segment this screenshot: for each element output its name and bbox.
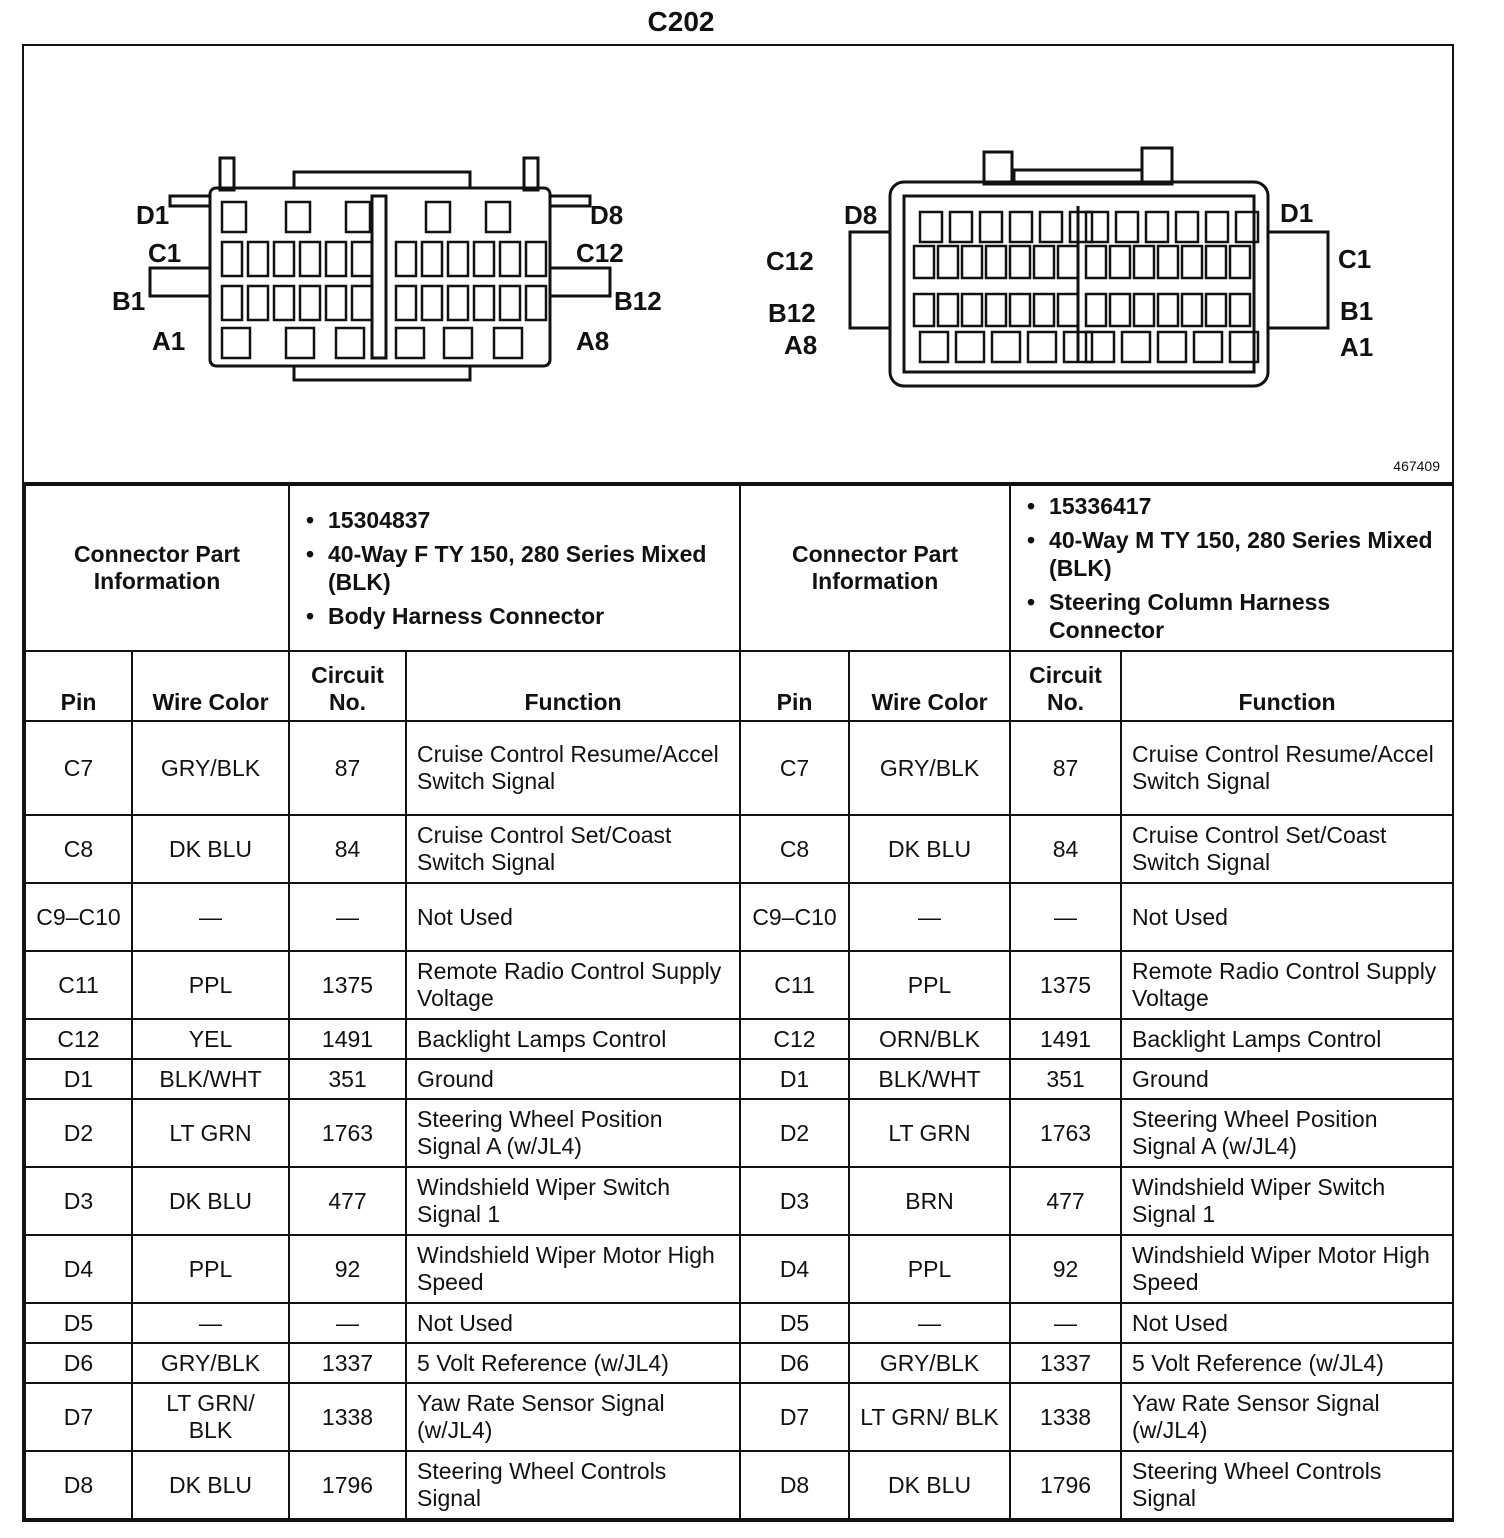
pin-cavity <box>500 286 520 320</box>
function-cell: Cruise Control Set/Coast Switch Signal <box>1121 815 1453 883</box>
wire-color-cell: — <box>849 1303 1010 1343</box>
pin-cavity <box>300 286 320 320</box>
pin-cavity <box>422 286 442 320</box>
pin-cell: C7 <box>25 721 132 815</box>
pin-cavity <box>1206 212 1228 242</box>
pin-cavity <box>422 242 442 276</box>
wire-color-cell: GRY/BLK <box>132 721 289 815</box>
circuit-no-cell: 92 <box>289 1235 406 1303</box>
table-row <box>25 1303 1453 1343</box>
pin-cavity <box>986 246 1006 278</box>
wire-color-cell: — <box>132 883 289 951</box>
function-cell: Remote Radio Control Supply Voltage <box>1121 951 1453 1019</box>
wire-color-cell: DK BLU <box>849 1451 1010 1519</box>
function-cell: Backlight Lamps Control <box>1121 1019 1453 1059</box>
wire-color-cell: GRY/BLK <box>849 721 1010 815</box>
table-row <box>25 1235 1453 1303</box>
pin-cell: C8 <box>740 815 849 883</box>
pin-cavity <box>474 286 494 320</box>
pin-cavity <box>1116 212 1138 242</box>
pin-cavity <box>1230 246 1250 278</box>
pin-cavity <box>1146 212 1168 242</box>
pin-cavity <box>352 242 372 276</box>
wire-color-cell: GRY/BLK <box>849 1343 1010 1383</box>
pin-label-a8-right: A8 <box>784 330 818 360</box>
function-cell: Windshield Wiper Switch Signal 1 <box>406 1167 740 1235</box>
wire-color-cell: ORN/BLK <box>849 1019 1010 1059</box>
function-cell: Yaw Rate Sensor Signal (w/JL4) <box>1121 1383 1453 1451</box>
pin-cavity <box>222 328 250 358</box>
pin-cavity <box>248 286 268 320</box>
pin-label-d8-right: D8 <box>844 200 878 230</box>
right-connector-face <box>850 148 1328 386</box>
function-cell: 5 Volt Reference (w/JL4) <box>1121 1343 1453 1383</box>
table-row <box>25 1099 1453 1167</box>
circuit-no-cell: 477 <box>289 1167 406 1235</box>
pin-cavity <box>1110 246 1130 278</box>
pin-cavity <box>444 328 472 358</box>
wire-color-cell: PPL <box>132 1235 289 1303</box>
pin-cell: D2 <box>740 1099 849 1167</box>
header-circuit-no: Circuit No. <box>289 651 406 721</box>
circuit-no-cell: 1491 <box>289 1019 406 1059</box>
pin-cavity <box>1040 212 1062 242</box>
pin-cavity <box>1182 246 1202 278</box>
pin-cavity <box>494 328 522 358</box>
pin-label-a1-right: A1 <box>1340 332 1374 362</box>
pin-cavity <box>326 242 346 276</box>
right-info-list <box>1010 485 1453 651</box>
pinout-rows <box>25 721 1453 1519</box>
function-cell: Backlight Lamps Control <box>406 1019 740 1059</box>
pin-cavity <box>1230 294 1250 326</box>
pin-label-b1-right: B1 <box>1340 296 1374 326</box>
function-cell: Not Used <box>1121 883 1453 951</box>
wire-color-cell: LT GRN <box>132 1099 289 1167</box>
circuit-no-cell: — <box>1010 883 1121 951</box>
pinout-table <box>24 484 1454 1520</box>
pin-cavity <box>1134 294 1154 326</box>
function-cell: Cruise Control Resume/Accel Switch Signal <box>1121 721 1453 815</box>
circuit-no-cell: — <box>1010 1303 1121 1343</box>
pin-cavity <box>300 242 320 276</box>
right-info-item: • 40-Way M TY 150, 280 Series Mixed (BLK) <box>1049 526 1442 582</box>
pin-cell: C8 <box>25 815 132 883</box>
pin-cavity <box>1158 246 1178 278</box>
pin-cavity <box>1070 212 1092 242</box>
pin-cavity <box>1134 246 1154 278</box>
wire-color-cell: DK BLU <box>132 815 289 883</box>
pin-cavity <box>448 242 468 276</box>
header-function: Function <box>1121 651 1453 721</box>
pin-cavity <box>1058 246 1078 278</box>
pin-cavity <box>396 328 424 358</box>
pin-cavity <box>274 286 294 320</box>
pin-cavity <box>526 286 546 320</box>
pin-cavity <box>222 202 246 232</box>
function-cell: Windshield Wiper Motor High Speed <box>406 1235 740 1303</box>
header-circuit-no: Circuit No. <box>1010 651 1121 721</box>
right-info-item: • 15336417 <box>1049 492 1442 520</box>
pin-cavity <box>1194 332 1222 362</box>
pin-cell: D1 <box>25 1059 132 1099</box>
pin-cavity <box>920 332 948 362</box>
pin-cavity <box>346 202 370 232</box>
pin-cell: D1 <box>740 1059 849 1099</box>
connector-illustration <box>24 46 1452 484</box>
header-wire-color: Wire Color <box>132 651 289 721</box>
pin-cavity <box>1058 294 1078 326</box>
wire-color-cell: BLK/WHT <box>132 1059 289 1099</box>
function-cell: Cruise Control Set/Coast Switch Signal <box>406 815 740 883</box>
pin-cell: C11 <box>25 951 132 1019</box>
circuit-no-cell: 351 <box>289 1059 406 1099</box>
circuit-no-cell: 1491 <box>1010 1019 1121 1059</box>
pin-cavity <box>938 294 958 326</box>
pin-cavity <box>1010 212 1032 242</box>
right-info-label: Connector Part Information <box>740 485 1010 651</box>
left-info-item: • Body Harness Connector <box>328 602 729 630</box>
pin-cavity <box>486 202 510 232</box>
pin-cell: D4 <box>740 1235 849 1303</box>
wire-color-cell: — <box>849 883 1010 951</box>
circuit-no-cell: 87 <box>1010 721 1121 815</box>
header-wire-color: Wire Color <box>849 651 1010 721</box>
header-pin: Pin <box>25 651 132 721</box>
pin-cavity <box>962 294 982 326</box>
function-cell: Steering Wheel Controls Signal <box>406 1451 740 1519</box>
pin-cell: D4 <box>25 1235 132 1303</box>
pin-cell: C11 <box>740 951 849 1019</box>
pin-cavity <box>992 332 1020 362</box>
pin-cavity <box>474 242 494 276</box>
wire-color-cell: LT GRN/ BLK <box>132 1383 289 1451</box>
wire-color-cell: BLK/WHT <box>849 1059 1010 1099</box>
function-cell: Windshield Wiper Switch Signal 1 <box>1121 1167 1453 1235</box>
pin-cavity <box>222 242 242 276</box>
table-row <box>25 1019 1453 1059</box>
pin-label-d1-right: D1 <box>1280 198 1314 228</box>
table-row <box>25 1167 1453 1235</box>
pin-cavity <box>286 202 310 232</box>
wire-color-cell: BRN <box>849 1167 1010 1235</box>
pin-cell: D8 <box>25 1451 132 1519</box>
pin-cavity <box>1122 332 1150 362</box>
pin-cavity <box>950 212 972 242</box>
pin-cavity <box>1086 332 1114 362</box>
function-cell: Steering Wheel Position Signal A (w/JL4) <box>406 1099 740 1167</box>
table-row <box>25 721 1453 815</box>
circuit-no-cell: 84 <box>1010 815 1121 883</box>
header-pin: Pin <box>740 651 849 721</box>
pin-cavity <box>274 242 294 276</box>
pin-cavity <box>1010 246 1030 278</box>
pin-cell: C9–C10 <box>25 883 132 951</box>
connector-info-row <box>25 485 1453 651</box>
pin-cell: D6 <box>740 1343 849 1383</box>
pin-cavity <box>1010 294 1030 326</box>
left-info-item: • 15304837 <box>328 506 729 534</box>
circuit-no-cell: 1375 <box>289 951 406 1019</box>
pin-cavity <box>1086 212 1108 242</box>
function-cell: Ground <box>406 1059 740 1099</box>
pin-cavity <box>426 202 450 232</box>
connector-drawings <box>24 46 1452 482</box>
circuit-no-cell: 1763 <box>1010 1099 1121 1167</box>
pin-cavity <box>1086 294 1106 326</box>
pin-cavity <box>286 328 314 358</box>
pin-cavity <box>1176 212 1198 242</box>
pin-label-d8: D8 <box>590 200 624 230</box>
pin-cell: D5 <box>740 1303 849 1343</box>
function-cell: 5 Volt Reference (w/JL4) <box>406 1343 740 1383</box>
circuit-no-cell: — <box>289 1303 406 1343</box>
pin-cavity <box>914 294 934 326</box>
pin-cavity <box>248 242 268 276</box>
pin-label-d1: D1 <box>136 200 170 230</box>
pin-cell: D6 <box>25 1343 132 1383</box>
pin-cell: C9–C10 <box>740 883 849 951</box>
circuit-no-cell: 1338 <box>289 1383 406 1451</box>
pin-cavity <box>962 246 982 278</box>
circuit-no-cell: 1796 <box>1010 1451 1121 1519</box>
pin-cavity <box>222 286 242 320</box>
pin-cavity <box>352 286 372 320</box>
pin-label-a1: A1 <box>152 326 186 356</box>
circuit-no-cell: 1337 <box>1010 1343 1121 1383</box>
pin-cell: C12 <box>740 1019 849 1059</box>
pin-cavity <box>1206 246 1226 278</box>
pin-cavity <box>396 242 416 276</box>
figure-number: 467409 <box>1393 458 1440 474</box>
table-row <box>25 1451 1453 1519</box>
pin-cavity <box>938 246 958 278</box>
left-info-list <box>289 485 740 651</box>
pin-label-c12-right: C12 <box>766 246 814 276</box>
table-row <box>25 1383 1453 1451</box>
table-row <box>25 1343 1453 1383</box>
pin-cavity <box>920 212 942 242</box>
pin-cavity <box>326 286 346 320</box>
pin-label-c12: C12 <box>576 238 624 268</box>
function-cell: Remote Radio Control Supply Voltage <box>406 951 740 1019</box>
wire-color-cell: — <box>132 1303 289 1343</box>
left-connector-face <box>150 158 610 380</box>
pin-cavity <box>1158 332 1186 362</box>
pin-cavity <box>1086 246 1106 278</box>
header-function: Function <box>406 651 740 721</box>
pin-cavity <box>914 246 934 278</box>
pin-cell: C12 <box>25 1019 132 1059</box>
right-connector-pins <box>914 212 1258 362</box>
pin-cell: D3 <box>740 1167 849 1235</box>
connector-frame <box>22 44 1454 1522</box>
circuit-no-cell: 92 <box>1010 1235 1121 1303</box>
pin-cavity <box>1158 294 1178 326</box>
table-row <box>25 1059 1453 1099</box>
function-cell: Not Used <box>406 883 740 951</box>
pin-cavity <box>980 212 1002 242</box>
function-cell: Cruise Control Resume/Accel Switch Signal <box>406 721 740 815</box>
circuit-no-cell: 1375 <box>1010 951 1121 1019</box>
circuit-no-cell: 1337 <box>289 1343 406 1383</box>
pin-label-a8: A8 <box>576 326 610 356</box>
circuit-no-cell: 1338 <box>1010 1383 1121 1451</box>
left-info-item: • 40-Way F TY 150, 280 Series Mixed (BLK) <box>328 540 729 596</box>
circuit-no-cell: 351 <box>1010 1059 1121 1099</box>
circuit-no-cell: 477 <box>1010 1167 1121 1235</box>
pin-cavity <box>1182 294 1202 326</box>
table-row <box>25 883 1453 951</box>
pin-cavity <box>448 286 468 320</box>
pin-cell: D8 <box>740 1451 849 1519</box>
function-cell: Ground <box>1121 1059 1453 1099</box>
pin-cavity <box>1034 294 1054 326</box>
pin-cell: D7 <box>740 1383 849 1451</box>
table-row <box>25 815 1453 883</box>
function-cell: Not Used <box>406 1303 740 1343</box>
function-cell: Windshield Wiper Motor High Speed <box>1121 1235 1453 1303</box>
function-cell: Yaw Rate Sensor Signal (w/JL4) <box>406 1383 740 1451</box>
diagram-title: C202 <box>647 6 715 37</box>
pin-cavity <box>526 242 546 276</box>
function-cell: Steering Wheel Controls Signal <box>1121 1451 1453 1519</box>
circuit-no-cell: — <box>289 883 406 951</box>
pin-cavity <box>1034 246 1054 278</box>
pin-cell: D3 <box>25 1167 132 1235</box>
pin-cavity <box>336 328 364 358</box>
pin-cell: C7 <box>740 721 849 815</box>
pin-cavity <box>956 332 984 362</box>
table-row <box>25 951 1453 1019</box>
function-cell: Steering Wheel Position Signal A (w/JL4) <box>1121 1099 1453 1167</box>
header-row <box>25 651 1453 721</box>
right-info-item: • Steering Column Harness Connector <box>1049 588 1442 644</box>
pin-cell: D2 <box>25 1099 132 1167</box>
wire-color-cell: LT GRN <box>849 1099 1010 1167</box>
pin-cavity <box>1206 294 1226 326</box>
left-connector-pins <box>222 202 546 358</box>
pin-cavity <box>986 294 1006 326</box>
wire-color-cell: PPL <box>132 951 289 1019</box>
wire-color-cell: LT GRN/ BLK <box>849 1383 1010 1451</box>
pin-label-b1: B1 <box>112 286 146 316</box>
circuit-no-cell: 84 <box>289 815 406 883</box>
wire-color-cell: PPL <box>849 1235 1010 1303</box>
pin-label-c1-right: C1 <box>1338 244 1372 274</box>
wire-color-cell: DK BLU <box>132 1167 289 1235</box>
circuit-no-cell: 87 <box>289 721 406 815</box>
pin-cell: D7 <box>25 1383 132 1451</box>
wire-color-cell: DK BLU <box>132 1451 289 1519</box>
circuit-no-cell: 1763 <box>289 1099 406 1167</box>
wire-color-cell: YEL <box>132 1019 289 1059</box>
pin-cavity <box>1110 294 1130 326</box>
pin-cavity <box>1028 332 1056 362</box>
wire-color-cell: GRY/BLK <box>132 1343 289 1383</box>
wire-color-cell: PPL <box>849 951 1010 1019</box>
left-info-label: Connector Part Information <box>25 485 289 651</box>
pin-cell: D5 <box>25 1303 132 1343</box>
pin-label-b12-right: B12 <box>768 298 816 328</box>
function-cell: Not Used <box>1121 1303 1453 1343</box>
circuit-no-cell: 1796 <box>289 1451 406 1519</box>
wire-color-cell: DK BLU <box>849 815 1010 883</box>
pin-cavity <box>396 286 416 320</box>
pin-label-b12: B12 <box>614 286 662 316</box>
pin-cavity <box>500 242 520 276</box>
pin-label-c1: C1 <box>148 238 182 268</box>
